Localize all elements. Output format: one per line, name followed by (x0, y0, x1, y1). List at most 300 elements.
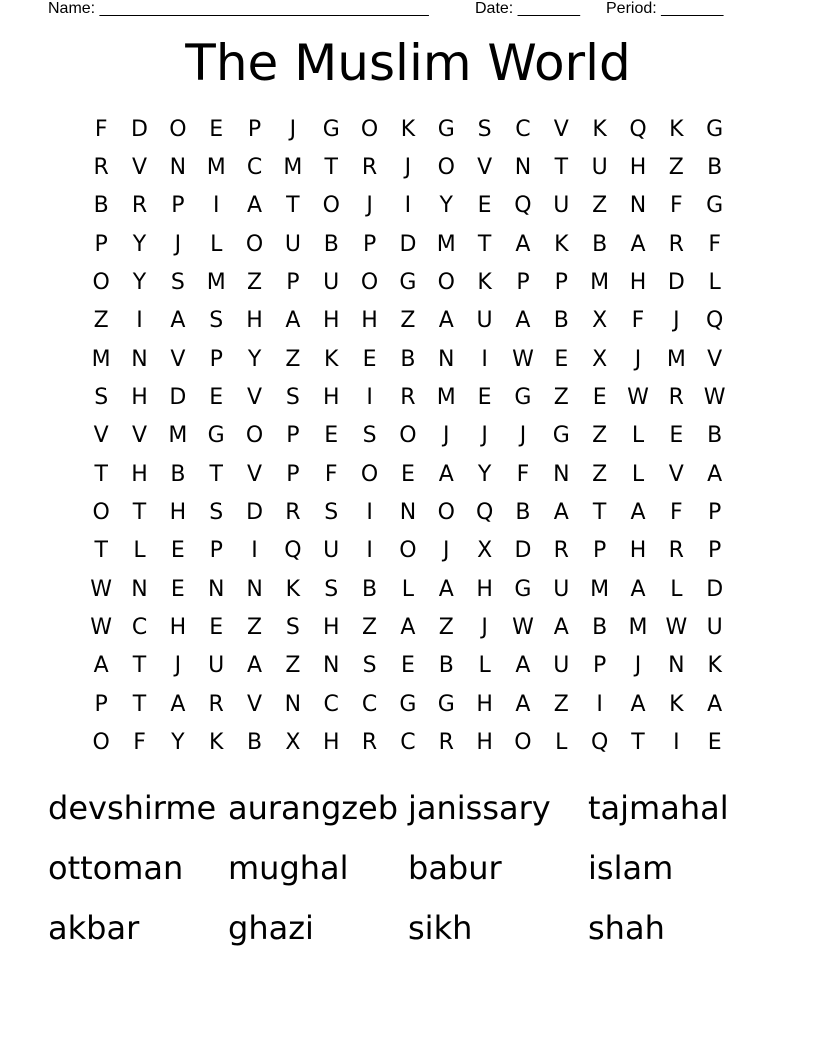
grid-letter: E (400, 461, 415, 487)
grid-letter: M (283, 155, 303, 181)
grid-row (82, 417, 734, 455)
grid-letter: B (93, 193, 109, 219)
grid-letter: K (208, 730, 224, 756)
grid-letter: M (590, 270, 610, 296)
grid-letter: S (209, 500, 224, 526)
grid-letter: P (516, 270, 530, 296)
grid-letter: P (286, 270, 300, 296)
grid-letter: S (94, 385, 109, 411)
grid-letter: R (668, 538, 684, 564)
grid-letter: F (670, 500, 683, 526)
grid-letter: B (438, 653, 454, 679)
grid-letter: G (437, 691, 455, 717)
grid-letter: T (94, 538, 108, 564)
grid-letter: J (634, 653, 642, 679)
name-field: Name: _____________________________________ (48, 0, 429, 17)
grid-letter: Z (553, 691, 569, 717)
grid-letter: R (361, 730, 378, 756)
grid-row (82, 685, 734, 723)
grid-letter: O (360, 270, 379, 296)
grid-letter: N (131, 576, 148, 602)
grid-letter: U (591, 155, 608, 181)
grid-letter: M (628, 615, 648, 641)
grid-letter: Z (400, 308, 416, 334)
grid-letter: A (438, 576, 454, 602)
grid-letter: Z (247, 615, 263, 641)
grid-letter: H (322, 385, 340, 411)
grid-letter: F (631, 308, 645, 334)
grid-letter: B (515, 500, 531, 526)
grid-letter: E (209, 385, 224, 411)
grid-letter: K (477, 270, 492, 296)
grid-letter: I (366, 385, 373, 411)
grid-letter: B (362, 576, 378, 602)
grid-letter: F (516, 461, 530, 487)
grid-letter: K (324, 346, 339, 372)
grid-letter: O (245, 423, 264, 449)
grid-letter: J (404, 155, 412, 181)
grid-letter: R (438, 730, 454, 756)
grid-letter: T (592, 500, 607, 526)
grid-letter: R (131, 193, 148, 219)
grid-letter: N (668, 653, 685, 679)
grid-letter: E (209, 615, 224, 641)
grid-letter: O (92, 500, 110, 526)
grid-letter: A (400, 615, 416, 641)
grid-letter: K (400, 116, 416, 142)
grid-row (82, 647, 734, 685)
grid-letter: J (481, 615, 488, 641)
grid-letter: K (592, 116, 607, 142)
word-bank-item: sikh (408, 909, 473, 947)
grid-letter: A (707, 461, 723, 487)
grid-letter: R (553, 538, 569, 564)
grid-letter: W (665, 615, 688, 641)
grid-letter: V (247, 691, 263, 717)
word-bank-item: tajmahal (588, 789, 729, 827)
grid-letter: H (169, 500, 187, 526)
grid-letter: P (708, 538, 722, 564)
grid-letter: G (706, 116, 724, 142)
grid-letter: Z (553, 385, 569, 411)
grid-letter: U (284, 231, 301, 257)
grid-letter: E (554, 346, 569, 372)
grid-letter: B (592, 231, 608, 257)
grid-row (82, 378, 734, 416)
grid-row (82, 148, 734, 186)
grid-letter: K (285, 576, 301, 602)
grid-letter: O (514, 730, 532, 756)
grid-letter: E (362, 346, 377, 372)
grid-letter: H (629, 538, 647, 564)
grid-letter: U (706, 615, 723, 641)
grid-letter: W (703, 385, 726, 411)
grid-letter: H (322, 615, 340, 641)
grid-letter: B (707, 423, 723, 449)
grid-letter: V (131, 423, 148, 449)
grid-letter: T (94, 461, 108, 487)
grid-row (82, 724, 734, 762)
grid-letter: I (366, 500, 373, 526)
grid-letter: K (707, 653, 722, 679)
grid-letter: W (512, 346, 534, 372)
grid-letter: P (708, 500, 722, 526)
word-bank-item: shah (588, 909, 665, 947)
grid-letter: L (631, 461, 645, 487)
grid-letter: J (443, 423, 450, 449)
grid-letter: D (667, 270, 685, 296)
grid-letter: T (132, 691, 147, 717)
grid-letter: H (476, 576, 493, 602)
grid-letter: Z (592, 423, 608, 449)
grid-letter: Y (247, 346, 262, 372)
grid-letter: N (514, 155, 532, 181)
grid-letter: Y (439, 193, 453, 219)
grid-row (82, 493, 734, 531)
grid-letter: P (94, 231, 108, 257)
grid-letter: U (553, 653, 570, 679)
grid-letter: C (361, 691, 378, 717)
grid-letter: I (136, 308, 143, 334)
grid-row (82, 340, 734, 378)
grid-letter: Z (247, 270, 263, 296)
grid-letter: P (209, 346, 223, 372)
grid-letter: H (131, 461, 148, 487)
grid-letter: J (174, 653, 182, 679)
grid-letter: F (324, 461, 338, 487)
grid-row (82, 187, 734, 225)
grid-letter: G (706, 193, 724, 219)
grid-letter: P (554, 270, 568, 296)
grid-letter: T (132, 500, 147, 526)
grid-letter: M (91, 346, 111, 372)
grid-letter: R (361, 155, 378, 181)
grid-letter: L (401, 576, 415, 602)
grid-letter: N (246, 576, 263, 602)
grid-letter: H (476, 691, 493, 717)
grid-letter: I (596, 691, 603, 717)
grid-letter: S (285, 615, 300, 641)
page-title: The Muslim World (185, 34, 631, 92)
grid-letter: A (515, 653, 531, 679)
grid-letter: R (93, 155, 109, 181)
word-bank-item: aurangzeb (228, 789, 399, 827)
grid-letter: S (324, 500, 339, 526)
grid-letter: A (438, 461, 454, 487)
header-fields (48, 0, 748, 20)
grid-letter: B (553, 308, 569, 334)
grid-letter: O (245, 231, 264, 257)
grid-letter: O (360, 116, 379, 142)
grid-letter: S (362, 423, 377, 449)
grid-letter: U (553, 576, 570, 602)
grid-letter: Q (475, 500, 494, 526)
grid-letter: Z (362, 615, 378, 641)
grid-letter: Q (706, 308, 724, 334)
grid-letter: Z (285, 346, 301, 372)
grid-letter: T (132, 653, 147, 679)
grid-letter: D (399, 231, 417, 257)
grid-letter: Q (629, 116, 647, 142)
grid-letter: V (170, 346, 186, 372)
grid-letter: G (514, 385, 532, 411)
grid-letter: H (246, 308, 263, 334)
grid-letter: N (399, 500, 417, 526)
grid-letter: D (246, 500, 264, 526)
grid-letter: S (285, 385, 300, 411)
grid-letter: L (555, 730, 568, 756)
grid-letter: B (247, 730, 263, 756)
word-bank-item: ottoman (48, 849, 184, 887)
grid-letter: V (93, 423, 109, 449)
grid-row (82, 263, 734, 301)
grid-letter: A (553, 500, 569, 526)
grid-letter: D (706, 576, 724, 602)
grid-letter: P (286, 423, 300, 449)
grid-row (82, 225, 734, 263)
grid-letter: P (94, 691, 108, 717)
grid-letter: E (477, 385, 492, 411)
grid-letter: J (366, 193, 373, 219)
word-bank-row (48, 838, 768, 898)
grid-letter: U (208, 653, 225, 679)
grid-letter: T (477, 231, 492, 257)
grid-letter: E (324, 423, 339, 449)
grid-letter: G (207, 423, 225, 449)
grid-letter: J (634, 346, 642, 372)
grid-letter: G (437, 116, 455, 142)
grid-letter: Y (477, 461, 492, 487)
grid-letter: C (515, 116, 531, 142)
grid-letter: Q (590, 730, 609, 756)
word-bank (48, 778, 768, 958)
grid-letter: M (206, 155, 226, 181)
grid-letter: V (247, 461, 263, 487)
grid-letter: P (247, 116, 262, 142)
grid-letter: R (668, 231, 684, 257)
grid-letter: Y (171, 730, 185, 756)
grid-letter: O (437, 155, 455, 181)
word-bank-item: ghazi (228, 909, 314, 947)
word-bank-item: akbar (48, 909, 140, 947)
grid-letter: B (323, 231, 339, 257)
grid-letter: F (708, 231, 721, 257)
grid-row (82, 110, 734, 148)
grid-letter: L (210, 231, 223, 257)
grid-letter: O (92, 270, 110, 296)
grid-letter: A (515, 691, 531, 717)
grid-letter: G (399, 691, 417, 717)
grid-letter: M (590, 576, 610, 602)
grid-letter: I (404, 193, 412, 219)
grid-letter: V (668, 461, 684, 487)
grid-letter: R (208, 691, 224, 717)
grid-letter: X (285, 730, 301, 756)
grid-letter: G (552, 423, 570, 449)
grid-letter: X (477, 538, 493, 564)
grid-letter: N (629, 193, 647, 219)
grid-letter: M (206, 270, 226, 296)
grid-letter: B (170, 461, 186, 487)
grid-letter: E (209, 116, 224, 142)
grid-letter: Z (592, 193, 608, 219)
grid-letter: M (436, 385, 456, 411)
word-bank-row (48, 778, 768, 838)
grid-row (82, 302, 734, 340)
grid-letter: E (400, 653, 415, 679)
grid-letter: P (286, 461, 300, 487)
grid-letter: A (285, 308, 301, 334)
grid-letter: O (169, 116, 187, 142)
grid-letter: N (438, 346, 455, 372)
grid-letter: K (554, 231, 569, 257)
grid-letter: S (170, 270, 185, 296)
grid-letter: Q (284, 538, 302, 564)
grid-letter: P (362, 231, 377, 257)
grid-letter: B (707, 155, 723, 181)
grid-letter: A (438, 308, 454, 334)
grid-letter: J (481, 423, 488, 449)
grid-letter: A (630, 691, 646, 717)
grid-letter: L (631, 423, 645, 449)
grid-letter: H (476, 730, 493, 756)
grid-letter: H (629, 270, 647, 296)
grid-letter: H (131, 385, 148, 411)
grid-letter: E (707, 730, 722, 756)
word-search-grid (82, 110, 734, 762)
grid-letter: B (592, 615, 608, 641)
grid-letter: P (171, 193, 185, 219)
grid-letter: E (170, 576, 185, 602)
grid-letter: F (670, 193, 683, 219)
grid-letter: I (673, 730, 680, 756)
grid-letter: T (324, 155, 338, 181)
grid-letter: P (593, 538, 607, 564)
grid-letter: M (436, 231, 456, 257)
grid-letter: P (209, 538, 223, 564)
grid-letter: G (322, 116, 340, 142)
grid-letter: U (323, 538, 340, 564)
grid-letter: C (131, 615, 148, 641)
grid-letter: W (512, 615, 534, 641)
grid-letter: H (629, 155, 647, 181)
grid-letter: K (669, 691, 684, 717)
grid-letter: O (322, 193, 340, 219)
grid-letter: J (174, 231, 182, 257)
grid-letter: A (707, 691, 723, 717)
grid-letter: O (437, 500, 455, 526)
grid-letter: L (670, 576, 683, 602)
grid-letter: S (209, 308, 224, 334)
grid-letter: O (437, 270, 455, 296)
grid-letter: H (169, 615, 187, 641)
grid-letter: N (169, 155, 187, 181)
grid-letter: O (360, 461, 379, 487)
grid-letter: T (631, 730, 645, 756)
grid-letter: Q (514, 193, 532, 219)
grid-letter: G (399, 270, 417, 296)
grid-letter: A (630, 231, 646, 257)
grid-letter: B (400, 346, 416, 372)
grid-letter: H (322, 730, 340, 756)
grid-letter: A (630, 576, 646, 602)
grid-letter: N (131, 346, 148, 372)
grid-letter: N (323, 653, 340, 679)
grid-letter: S (477, 116, 492, 142)
grid-letter: K (669, 116, 684, 142)
grid-letter: V (553, 116, 569, 142)
grid-letter: G (514, 576, 532, 602)
grid-letter: J (289, 116, 297, 142)
grid-letter: H (322, 308, 340, 334)
grid-letter: D (514, 538, 532, 564)
grid-letter: U (323, 270, 340, 296)
grid-letter: N (207, 576, 225, 602)
grid-letter: W (627, 385, 649, 411)
grid-row (82, 455, 734, 493)
grid-letter: A (93, 653, 109, 679)
grid-letter: H (361, 308, 378, 334)
grid-letter: E (170, 538, 185, 564)
grid-letter: Y (132, 231, 147, 257)
grid-letter: E (669, 423, 684, 449)
grid-letter: C (323, 691, 339, 717)
grid-letter: X (592, 308, 608, 334)
grid-row (82, 570, 734, 608)
grid-letter: C (400, 730, 416, 756)
grid-letter: V (131, 155, 148, 181)
grid-letter: A (630, 500, 646, 526)
grid-row (82, 608, 734, 646)
word-bank-item: mughal (228, 849, 349, 887)
word-bank-item: babur (408, 849, 502, 887)
grid-letter: Z (592, 461, 608, 487)
date-field: Date: _______ (475, 0, 580, 17)
grid-letter: N (553, 461, 570, 487)
grid-letter: A (553, 615, 569, 641)
grid-letter: L (133, 538, 146, 564)
grid-letter: U (476, 308, 493, 334)
grid-letter: E (592, 385, 607, 411)
grid-letter: X (592, 346, 608, 372)
grid-row (82, 532, 734, 570)
grid-letter: D (131, 116, 148, 142)
grid-letter: A (515, 308, 531, 334)
grid-letter: I (366, 538, 373, 564)
grid-letter: Y (132, 270, 147, 296)
grid-letter: M (168, 423, 188, 449)
grid-letter: W (90, 576, 113, 602)
grid-letter: W (90, 615, 113, 641)
grid-letter: Z (438, 615, 454, 641)
word-bank-row (48, 898, 768, 958)
word-bank-item: islam (588, 849, 674, 887)
grid-letter: M (666, 346, 686, 372)
word-bank-item: devshirme (48, 789, 217, 827)
grid-letter: F (94, 116, 108, 142)
grid-letter: L (708, 270, 721, 296)
grid-letter: C (246, 155, 263, 181)
grid-letter: O (399, 423, 417, 449)
grid-letter: U (553, 193, 570, 219)
grid-letter: A (247, 193, 263, 219)
grid-letter: J (519, 423, 527, 449)
grid-letter: N (284, 691, 302, 717)
grid-letter: F (133, 730, 146, 756)
grid-letter: J (673, 308, 680, 334)
grid-letter: T (286, 193, 300, 219)
grid-letter: S (362, 653, 377, 679)
